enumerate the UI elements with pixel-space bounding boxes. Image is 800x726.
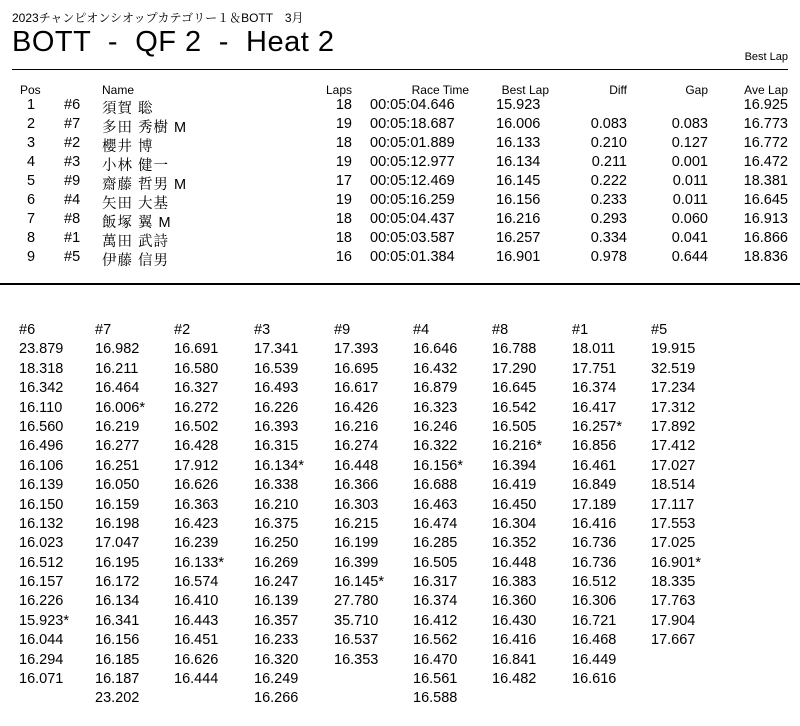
cell-best-lap: 16.901 bbox=[496, 249, 541, 265]
lap-time: 16.512 bbox=[572, 574, 617, 591]
cell-laps: 19 bbox=[335, 116, 352, 132]
cell-best-lap: 16.257 bbox=[496, 230, 541, 246]
lap-time: 16.199 bbox=[334, 535, 379, 552]
cell-best-lap: 16.145 bbox=[496, 173, 541, 189]
lap-time: 16.430 bbox=[492, 612, 537, 629]
col-header-gap: Gap bbox=[685, 83, 708, 97]
header-divider bbox=[12, 69, 788, 70]
lap-time: 16.266 bbox=[254, 690, 299, 707]
lap-time: 16.257* bbox=[572, 418, 622, 435]
cell-best-lap: 16.156 bbox=[496, 192, 541, 208]
cell-diff: 0.210 bbox=[590, 135, 627, 151]
lap-time: 35.710 bbox=[334, 612, 379, 629]
cell-ave-lap: 16.772 bbox=[743, 135, 788, 151]
lap-time: 16.560 bbox=[19, 418, 64, 435]
cell-ave-lap: 16.472 bbox=[743, 154, 788, 170]
table-row bbox=[0, 173, 800, 192]
col-header-diff: Diff bbox=[609, 83, 627, 97]
lap-time: 17.892 bbox=[651, 418, 696, 435]
lap-time: 16.110 bbox=[19, 399, 63, 416]
lap-time: 16.474 bbox=[413, 515, 458, 532]
lap-column bbox=[651, 321, 727, 651]
cell-laps: 18 bbox=[335, 135, 352, 151]
col-header-race-time: Race Time bbox=[411, 83, 469, 97]
lap-time: 16.449 bbox=[572, 651, 617, 668]
cell-diff: 0.978 bbox=[590, 249, 627, 265]
cell-pos: 6 bbox=[26, 192, 36, 208]
lap-time: 16.444 bbox=[174, 671, 219, 688]
cell-pos: 1 bbox=[26, 97, 36, 113]
lap-time: 16.580 bbox=[174, 360, 219, 377]
lap-time: 17.290 bbox=[492, 360, 537, 377]
lap-column-car-number: #7 bbox=[95, 322, 112, 338]
lap-time: 16.450 bbox=[492, 496, 537, 513]
cell-pos: 8 bbox=[26, 230, 36, 246]
lap-time: 16.374 bbox=[413, 593, 458, 610]
table-row bbox=[0, 192, 800, 211]
lap-time: 19.915 bbox=[651, 341, 696, 358]
cell-laps: 18 bbox=[335, 211, 352, 227]
lap-time: 16.788 bbox=[492, 341, 537, 358]
lap-time: 16.134* bbox=[254, 457, 304, 474]
lap-time: 16.399 bbox=[334, 554, 379, 571]
lap-time: 16.322 bbox=[413, 438, 458, 455]
lap-column-car-number: #9 bbox=[334, 322, 351, 338]
cell-race-time: 00:05:01.384 bbox=[370, 249, 455, 265]
lap-time: 16.574 bbox=[174, 574, 219, 591]
lap-time: 17.412 bbox=[651, 438, 696, 455]
lap-time: 16.363 bbox=[174, 496, 219, 513]
lap-time: 16.216 bbox=[334, 418, 379, 435]
cell-diff: 0.334 bbox=[590, 230, 627, 246]
lap-time: 16.416 bbox=[572, 515, 617, 532]
lap-time: 16.360 bbox=[492, 593, 537, 610]
lap-time: 16.050 bbox=[95, 477, 140, 494]
cell-car-number: #2 bbox=[64, 135, 81, 151]
lap-time: 16.616 bbox=[572, 671, 617, 688]
lap-column bbox=[19, 321, 95, 689]
lap-time: 17.025 bbox=[651, 535, 696, 552]
cell-race-time: 00:05:18.687 bbox=[370, 116, 455, 132]
lap-time: 16.247 bbox=[254, 574, 299, 591]
cell-driver-name: 飯塚 翼 M bbox=[102, 215, 172, 231]
lap-time: 16.419 bbox=[492, 477, 537, 494]
lap-time: 16.132 bbox=[19, 515, 64, 532]
cell-race-time: 00:05:01.889 bbox=[370, 135, 455, 151]
cell-race-time: 00:05:12.977 bbox=[370, 154, 455, 170]
cell-driver-name: 小林 健一 bbox=[102, 158, 170, 174]
lap-time: 16.277 bbox=[95, 438, 140, 455]
cell-ave-lap: 16.925 bbox=[743, 97, 788, 113]
lap-time: 16.134 bbox=[95, 593, 140, 610]
lap-time: 16.139 bbox=[19, 477, 64, 494]
lap-time: 16.468 bbox=[572, 632, 617, 649]
lap-time: 16.317 bbox=[413, 574, 458, 591]
cell-pos: 9 bbox=[26, 249, 36, 265]
lap-time: 16.210 bbox=[254, 496, 299, 513]
lap-time: 16.246 bbox=[413, 418, 458, 435]
lap-time: 16.315 bbox=[254, 438, 299, 455]
lap-time: 16.879 bbox=[413, 380, 458, 397]
lap-time: 18.335 bbox=[651, 574, 696, 591]
lap-time: 17.234 bbox=[651, 380, 696, 397]
col-header-ave-lap: Ave Lap bbox=[744, 83, 788, 97]
lap-time: 16.736 bbox=[572, 554, 617, 571]
cell-laps: 19 bbox=[335, 192, 352, 208]
lap-time: 16.448 bbox=[492, 554, 537, 571]
lap-time: 16.464 bbox=[95, 380, 140, 397]
lap-time: 17.763 bbox=[651, 593, 696, 610]
cell-diff: 0.233 bbox=[590, 192, 627, 208]
lap-time: 16.432 bbox=[413, 360, 458, 377]
lap-time: 16.412 bbox=[413, 612, 458, 629]
cell-ave-lap: 18.381 bbox=[743, 173, 788, 189]
lap-time: 16.393 bbox=[254, 418, 299, 435]
lap-time: 16.294 bbox=[19, 651, 64, 668]
lap-column bbox=[492, 321, 568, 689]
lap-time: 16.646 bbox=[413, 341, 458, 358]
table-row bbox=[0, 211, 800, 230]
lap-time: 16.856 bbox=[572, 438, 617, 455]
lap-time: 16.375 bbox=[254, 515, 299, 532]
lap-time: 16.448 bbox=[334, 457, 379, 474]
cell-best-lap: 15.923 bbox=[496, 97, 541, 113]
lap-time: 16.493 bbox=[254, 380, 299, 397]
cell-driver-name: 多田 秀樹 M bbox=[102, 120, 188, 136]
cell-laps: 17 bbox=[335, 173, 352, 189]
lap-time: 16.426 bbox=[334, 399, 379, 416]
cell-pos: 7 bbox=[26, 211, 36, 227]
cell-laps: 16 bbox=[335, 249, 352, 265]
lap-time: 16.626 bbox=[174, 477, 219, 494]
cell-gap: 0.041 bbox=[671, 230, 708, 246]
lap-time: 16.982 bbox=[95, 341, 140, 358]
lap-time: 16.901* bbox=[651, 554, 701, 571]
lap-time: 27.780 bbox=[334, 593, 379, 610]
cell-driver-name: 伊藤 信男 bbox=[102, 253, 170, 269]
lap-time: 16.198 bbox=[95, 515, 140, 532]
cell-ave-lap: 16.866 bbox=[743, 230, 788, 246]
lap-time: 16.006* bbox=[95, 399, 145, 416]
lap-column-car-number: #1 bbox=[572, 322, 589, 338]
cell-diff: 0.222 bbox=[590, 173, 627, 189]
cell-laps: 19 bbox=[335, 154, 352, 170]
lap-time: 16.374 bbox=[572, 380, 617, 397]
cell-pos: 5 bbox=[26, 173, 36, 189]
lap-time: 16.353 bbox=[334, 651, 379, 668]
cell-gap: 0.127 bbox=[671, 135, 708, 151]
lap-time: 17.189 bbox=[572, 496, 617, 513]
lap-time: 16.695 bbox=[334, 360, 379, 377]
lap-time: 16.423 bbox=[174, 515, 219, 532]
lap-time: 16.272 bbox=[174, 399, 219, 416]
lap-time: 16.542 bbox=[492, 399, 537, 416]
lap-time: 16.502 bbox=[174, 418, 219, 435]
cell-gap: 0.083 bbox=[671, 116, 708, 132]
lap-time: 16.156 bbox=[95, 632, 140, 649]
lap-time: 17.047 bbox=[95, 535, 140, 552]
cell-race-time: 00:05:04.646 bbox=[370, 97, 455, 113]
col-header-name: Name bbox=[102, 83, 135, 97]
lap-time: 16.226 bbox=[19, 593, 64, 610]
cell-best-lap: 16.133 bbox=[496, 135, 541, 151]
lap-time: 16.721 bbox=[572, 612, 617, 629]
lap-time: 16.645 bbox=[492, 380, 537, 397]
lap-time: 16.106 bbox=[19, 457, 64, 474]
cell-ave-lap: 16.773 bbox=[743, 116, 788, 132]
cell-driver-name: 矢田 大基 bbox=[102, 196, 170, 212]
lap-time: 16.157 bbox=[19, 574, 64, 591]
lap-time: 16.688 bbox=[413, 477, 458, 494]
lap-time: 16.251 bbox=[95, 457, 140, 474]
lap-time: 16.320 bbox=[254, 651, 299, 668]
lap-time: 17.751 bbox=[572, 360, 617, 377]
lap-time: 17.904 bbox=[651, 612, 696, 629]
cell-diff: 0.211 bbox=[591, 154, 627, 170]
cell-ave-lap: 18.836 bbox=[743, 249, 788, 265]
lap-time: 16.215 bbox=[334, 515, 379, 532]
lap-time: 23.202 bbox=[95, 690, 140, 707]
lap-time: 16.159 bbox=[95, 496, 140, 513]
lap-time: 16.394 bbox=[492, 457, 537, 474]
lap-time: 16.269 bbox=[254, 554, 299, 571]
cell-gap: 0.060 bbox=[671, 211, 708, 227]
cell-race-time: 00:05:03.587 bbox=[370, 230, 455, 246]
lap-time: 16.617 bbox=[334, 380, 379, 397]
cell-gap: 0.644 bbox=[671, 249, 708, 265]
lap-time: 16.249 bbox=[254, 671, 299, 688]
results-header-row bbox=[0, 82, 800, 97]
cell-car-number: #5 bbox=[64, 249, 81, 265]
cell-driver-name: 萬田 武詩 bbox=[102, 234, 170, 250]
lap-time: 23.879 bbox=[19, 341, 64, 358]
lap-time: 16.172 bbox=[95, 574, 140, 591]
lap-time: 16.150 bbox=[19, 496, 64, 513]
col-header-laps: Laps bbox=[325, 83, 352, 97]
lap-time: 16.561 bbox=[413, 671, 458, 688]
lap-time: 16.417 bbox=[572, 399, 617, 416]
lap-column bbox=[254, 321, 330, 709]
cell-race-time: 00:05:12.469 bbox=[370, 173, 455, 189]
lap-column-car-number: #3 bbox=[254, 322, 271, 338]
lap-time: 16.023 bbox=[19, 535, 64, 552]
lap-time: 16.537 bbox=[334, 632, 379, 649]
lap-time: 16.139 bbox=[254, 593, 299, 610]
lap-time: 16.304 bbox=[492, 515, 537, 532]
cell-driver-name: 齋藤 哲男 M bbox=[102, 177, 188, 193]
col-header-best-lap: Best Lap bbox=[501, 83, 549, 97]
sort-mode-label: Best Lap bbox=[744, 51, 788, 63]
lap-time: 16.185 bbox=[95, 651, 140, 668]
lap-time: 18.514 bbox=[651, 477, 696, 494]
lap-time: 16.285 bbox=[413, 535, 458, 552]
table-row bbox=[0, 249, 800, 268]
lap-time: 16.133* bbox=[174, 554, 224, 571]
lap-time: 16.443 bbox=[174, 612, 219, 629]
lap-column-car-number: #5 bbox=[651, 322, 668, 338]
lap-time: 16.428 bbox=[174, 438, 219, 455]
lap-time: 16.303 bbox=[334, 496, 379, 513]
lap-time: 16.195 bbox=[95, 554, 140, 571]
lap-time: 17.341 bbox=[254, 341, 299, 358]
lap-time: 16.219 bbox=[95, 418, 140, 435]
lap-time: 16.216* bbox=[492, 438, 542, 455]
lap-time: 18.318 bbox=[19, 360, 64, 377]
report-subtitle: 2023チャンピオンシオップカテゴリー１＆BOTT 3月 bbox=[12, 11, 304, 25]
lap-column bbox=[95, 321, 171, 709]
lap-time: 16.461 bbox=[572, 457, 617, 474]
cell-gap: 0.011 bbox=[672, 173, 708, 189]
cell-car-number: #9 bbox=[64, 173, 81, 189]
lap-time: 16.482 bbox=[492, 671, 537, 688]
lap-time: 16.505 bbox=[492, 418, 537, 435]
lap-time: 16.626 bbox=[174, 651, 219, 668]
lap-time: 16.410 bbox=[174, 593, 219, 610]
lap-time: 15.923* bbox=[19, 612, 69, 629]
lap-time: 16.505 bbox=[413, 554, 458, 571]
table-row bbox=[0, 230, 800, 249]
col-header-pos: Pos bbox=[20, 83, 41, 97]
table-row bbox=[0, 135, 800, 154]
cell-best-lap: 16.216 bbox=[496, 211, 541, 227]
section-divider bbox=[0, 283, 800, 285]
lap-time: 16.849 bbox=[572, 477, 617, 494]
lap-column-car-number: #6 bbox=[19, 322, 36, 338]
lap-time: 16.562 bbox=[413, 632, 458, 649]
cell-car-number: #6 bbox=[64, 97, 81, 113]
lap-time: 16.416 bbox=[492, 632, 537, 649]
lap-column bbox=[174, 321, 250, 689]
lap-time: 16.233 bbox=[254, 632, 299, 649]
lap-time: 16.357 bbox=[254, 612, 299, 629]
cell-ave-lap: 16.645 bbox=[743, 192, 788, 208]
cell-best-lap: 16.134 bbox=[496, 154, 541, 170]
cell-car-number: #8 bbox=[64, 211, 81, 227]
table-row bbox=[0, 154, 800, 173]
table-row bbox=[0, 97, 800, 116]
page-title: BOTT - QF 2 - Heat 2 bbox=[12, 26, 335, 58]
lap-time: 16.226 bbox=[254, 399, 299, 416]
lap-column bbox=[572, 321, 648, 689]
lap-time: 16.239 bbox=[174, 535, 219, 552]
lap-time: 16.187 bbox=[95, 671, 140, 688]
cell-car-number: #3 bbox=[64, 154, 81, 170]
lap-column-car-number: #4 bbox=[413, 322, 430, 338]
cell-car-number: #7 bbox=[64, 116, 81, 132]
lap-column bbox=[413, 321, 489, 709]
lap-time: 16.145* bbox=[334, 574, 384, 591]
results-body bbox=[0, 97, 800, 268]
lap-time: 16.736 bbox=[572, 535, 617, 552]
table-row bbox=[0, 116, 800, 135]
cell-car-number: #4 bbox=[64, 192, 81, 208]
cell-pos: 2 bbox=[26, 116, 36, 132]
lap-time: 16.274 bbox=[334, 438, 379, 455]
cell-ave-lap: 16.913 bbox=[743, 211, 788, 227]
lap-time: 16.327 bbox=[174, 380, 219, 397]
cell-driver-name: 須賀 聡 bbox=[102, 101, 154, 117]
lap-time: 16.323 bbox=[413, 399, 458, 416]
lap-time: 17.667 bbox=[651, 632, 696, 649]
lap-time: 16.539 bbox=[254, 360, 299, 377]
lap-time: 16.338 bbox=[254, 477, 299, 494]
lap-time: 16.366 bbox=[334, 477, 379, 494]
lap-time: 16.470 bbox=[413, 651, 458, 668]
lap-column-car-number: #2 bbox=[174, 322, 191, 338]
cell-laps: 18 bbox=[335, 97, 352, 113]
lap-column-car-number: #8 bbox=[492, 322, 509, 338]
lap-time: 16.588 bbox=[413, 690, 458, 707]
lap-time: 16.071 bbox=[19, 671, 64, 688]
cell-car-number: #1 bbox=[64, 230, 81, 246]
cell-pos: 4 bbox=[26, 154, 36, 170]
lap-time: 18.011 bbox=[572, 341, 616, 358]
cell-best-lap: 16.006 bbox=[496, 116, 541, 132]
lap-time: 16.841 bbox=[492, 651, 537, 668]
cell-diff: 0.293 bbox=[590, 211, 627, 227]
lap-time: 16.496 bbox=[19, 438, 64, 455]
lap-time: 17.553 bbox=[651, 515, 696, 532]
lap-time: 16.352 bbox=[492, 535, 537, 552]
lap-time: 17.027 bbox=[651, 457, 696, 474]
lap-time: 16.211 bbox=[95, 360, 139, 377]
lap-time: 17.312 bbox=[651, 399, 696, 416]
lap-time: 16.156* bbox=[413, 457, 463, 474]
lap-time: 16.306 bbox=[572, 593, 617, 610]
lap-time: 16.044 bbox=[19, 632, 64, 649]
cell-diff: 0.083 bbox=[590, 116, 627, 132]
lap-time: 16.250 bbox=[254, 535, 299, 552]
cell-gap: 0.001 bbox=[671, 154, 708, 170]
lap-time: 32.519 bbox=[651, 360, 696, 377]
lap-time: 17.912 bbox=[174, 457, 219, 474]
lap-time: 16.451 bbox=[174, 632, 219, 649]
lap-time: 17.393 bbox=[334, 341, 379, 358]
cell-driver-name: 櫻井 博 bbox=[102, 139, 154, 155]
lap-time: 16.341 bbox=[95, 612, 140, 629]
lap-column bbox=[334, 321, 410, 670]
lap-time: 16.512 bbox=[19, 554, 64, 571]
cell-laps: 18 bbox=[335, 230, 352, 246]
lap-time: 16.383 bbox=[492, 574, 537, 591]
lap-time: 16.463 bbox=[413, 496, 458, 513]
lap-time: 16.342 bbox=[19, 380, 64, 397]
lap-time: 16.691 bbox=[174, 341, 219, 358]
cell-race-time: 00:05:16.259 bbox=[370, 192, 455, 208]
cell-gap: 0.011 bbox=[672, 192, 708, 208]
lap-time: 17.117 bbox=[651, 496, 695, 513]
results-table bbox=[0, 82, 800, 268]
cell-race-time: 00:05:04.437 bbox=[370, 211, 455, 227]
cell-pos: 3 bbox=[26, 135, 36, 151]
